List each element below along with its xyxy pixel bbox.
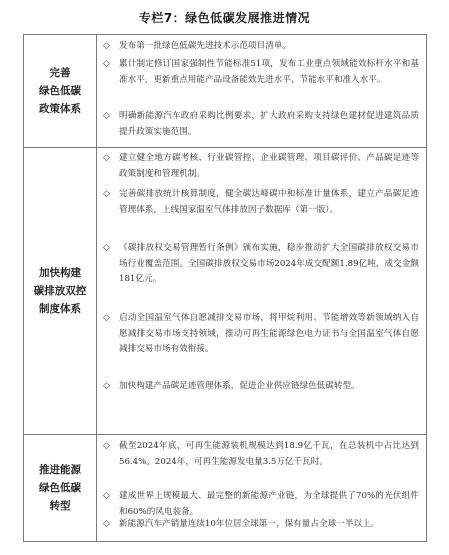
label-line: 加快构建 <box>39 266 81 279</box>
diamond-bullet-icon: ◇ <box>103 41 110 51</box>
item-text: 完善碳排放统计核算制度，健全碳达峰碳中和标准计量体系，建立产品碳足迹管理体系，上线国家温室气体排放因子数据库（第一版）。 <box>119 189 419 215</box>
section-label <box>24 147 97 434</box>
page-title: 专栏7：绿色低碳发展推进情况 <box>138 11 311 25</box>
list-item <box>97 489 426 520</box>
label-line: 完善 <box>49 67 71 79</box>
item-text: 启动全国温室气体自愿减排交易市场，将甲烷利用、节能增效等新领域纳入自愿减排交易市场支持领域，推动可再生能源绿色电力证书与全国温室气体自愿减排交易市场有效衔接。 <box>119 313 419 354</box>
list-item <box>97 109 426 140</box>
diamond-bullet-icon: ◇ <box>103 189 110 199</box>
section-energy-transition <box>24 435 426 541</box>
list-item <box>97 241 426 288</box>
item-text: 加快构建产品碳足迹管理体系，促进企业供应链绿色低碳转型。 <box>119 381 360 391</box>
list-item <box>97 311 426 358</box>
diamond-bullet-icon: ◇ <box>103 243 110 253</box>
section-policy-system <box>24 35 426 148</box>
list-item <box>97 517 426 533</box>
section-carbon-control <box>24 147 426 435</box>
item-text: 建成世界上规模最大、最完整的新能源产业链，为全球提供了70%的光伏组件和60%的风电装备。 <box>119 491 419 517</box>
list-item <box>97 151 426 182</box>
item-text: 明确新能源汽车政府采购比例要求，扩大政府采购支持绿色建材促进建筑品质提升政策实施范围。 <box>119 111 419 137</box>
label-line: 政策体系 <box>39 103 81 115</box>
label-line: 制度体系 <box>39 302 81 315</box>
section-label <box>24 435 97 541</box>
label-line: 转型 <box>49 500 71 512</box>
list-item <box>97 39 426 55</box>
label-line: 绿色低碳 <box>39 482 81 494</box>
list-item <box>97 57 426 88</box>
item-text: 截至2024年底，可再生能源装机规模达到18.9亿千瓦，在总装机中占比达到56.4%。2024年，可再生能源发电量3.5万亿千瓦时。 <box>119 441 419 467</box>
diamond-bullet-icon: ◇ <box>103 491 110 501</box>
diamond-bullet-icon: ◇ <box>103 59 110 69</box>
item-text: 建立健全地方碳考核、行业碳管控、企业碳管理、项目碳评价、产品碳足迹等政策制度和管理机制。 <box>119 153 419 179</box>
list-item <box>97 187 426 218</box>
section-items <box>97 147 426 434</box>
diamond-bullet-icon: ◇ <box>103 153 110 163</box>
item-text: 新能源汽车产销量连续10年位居全球第一，保有量占全球一半以上。 <box>119 519 380 529</box>
list-item <box>97 379 426 395</box>
diamond-bullet-icon: ◇ <box>103 381 110 391</box>
label-line: 推进能源 <box>39 464 81 476</box>
list-item <box>97 439 426 470</box>
policy-table <box>23 34 427 542</box>
item-text: 《碳排放权交易管理暂行条例》颁布实施，稳步推动扩大全国碳排放权交易市场行业覆盖范围。全国碳排放权交易市场2024年成交配额1.89亿吨，成交金额181亿元。 <box>119 243 419 284</box>
diamond-bullet-icon: ◇ <box>103 441 110 451</box>
item-text: 累计制定修订国家强制性节能标准51项，发布工业重点领域能效标杆水平和基准水平，更新重点用能产品设备能效先进水平、节能水平和准入水平。 <box>119 59 419 85</box>
section-items <box>97 435 426 541</box>
item-text: 发布第一批绿色低碳先进技术示范项目清单。 <box>119 41 291 51</box>
label-line: 绿色低碳 <box>39 85 81 97</box>
diamond-bullet-icon: ◇ <box>103 313 110 323</box>
section-label <box>24 35 97 147</box>
diamond-bullet-icon: ◇ <box>103 519 110 529</box>
section-items <box>97 35 426 147</box>
label-line: 碳排放双控 <box>33 284 87 297</box>
diamond-bullet-icon: ◇ <box>103 111 110 121</box>
